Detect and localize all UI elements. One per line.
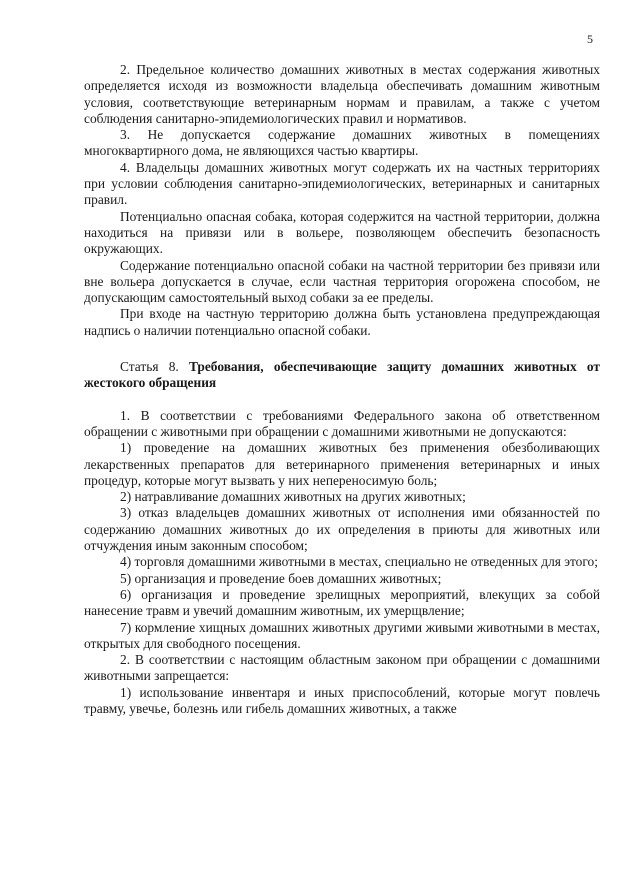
paragraph: 1. В соответствии с требованиями Федерального закона об ответственном обращении с животными при обращении с домашними животными не допускаются: bbox=[84, 407, 600, 439]
list-item: 6) организация и проведение зрелищных мероприятий, влекущих за собой нанесение травм и увечий домашним животным, их умерщвление; bbox=[84, 586, 600, 619]
list-item: 2) натравливание домашних животных на других животных; bbox=[120, 489, 466, 505]
spacer bbox=[84, 339, 600, 355]
paragraph: При входе на частную территорию должна быть установлена предупреждающая надпись о наличии потенциально опасной собаки. bbox=[84, 306, 600, 338]
list-item: 3) отказ владельцев домашних животных от исполнения ими обязанностей по содержанию домашних животных до их определения в приюты для животных или отчуждения иным законным способом; bbox=[84, 505, 600, 554]
article-title: Требования, обеспечивающие защиту домашних животных от жестокого обращения bbox=[84, 359, 600, 391]
paragraph: 2. Предельное количество домашних животных в местах содержания животных определяется исходя из возможности владельца обеспечивать домашним животным условия, соответствующие ветеринарным нормам и правилам, а также с учетом соблюдения санитарно-эпидемиологических правил и нормативов. bbox=[84, 62, 600, 126]
paragraph: 2. В соответствии с настоящим областным законом при обращении с домашними животными запрещается: bbox=[84, 652, 600, 684]
article-prefix: Статья 8. bbox=[120, 359, 179, 375]
document-body bbox=[84, 62, 600, 717]
article-heading bbox=[84, 359, 600, 392]
page-number: 5 bbox=[587, 32, 593, 46]
paragraph: 3. Не допускается содержание домашних животных в помещениях многоквартирного дома, не являющихся частью квартиры. bbox=[84, 127, 600, 159]
list-item: 5) организация и проведение боев домашних животных; bbox=[120, 570, 442, 586]
list-item: 1) использование инвентаря и иных приспособлений, которые могут повлечь травму, увечье, болезнь или гибель домашних животных, а также bbox=[84, 684, 600, 716]
paragraph: 4. Владельцы домашних животных могут содержать их на частных территориях при условии соблюдения санитарно-эпидемиологических, ветеринарных и санитарных правил. bbox=[84, 159, 600, 208]
list-item: 4) торговля домашними животными в местах, специально не отведенных для этого; bbox=[120, 554, 598, 570]
list-item: 7) кормление хищных домашних животных другими живыми животными в местах, открытых для свободного посещения. bbox=[84, 619, 600, 651]
spacer bbox=[84, 392, 600, 408]
list-item: 1) проведение на домашних животных без применения обезболивающих лекарственных препаратов для ветеринарного применения ветеринарных и иных процедур, которые могут вызвать у них непереносимую боль; bbox=[84, 440, 600, 488]
paragraph: Содержание потенциально опасной собаки на частной территории без привязи или вне вольера допускается в случае, если частная территория огорожена способом, не допускающим самостоятельный выход собаки за ее пределы. bbox=[84, 257, 600, 306]
paragraph: Потенциально опасная собака, которая содержится на частной территории, должна находиться на привязи или в вольере, позволяющем обеспечить безопасность окружающих. bbox=[84, 208, 600, 257]
